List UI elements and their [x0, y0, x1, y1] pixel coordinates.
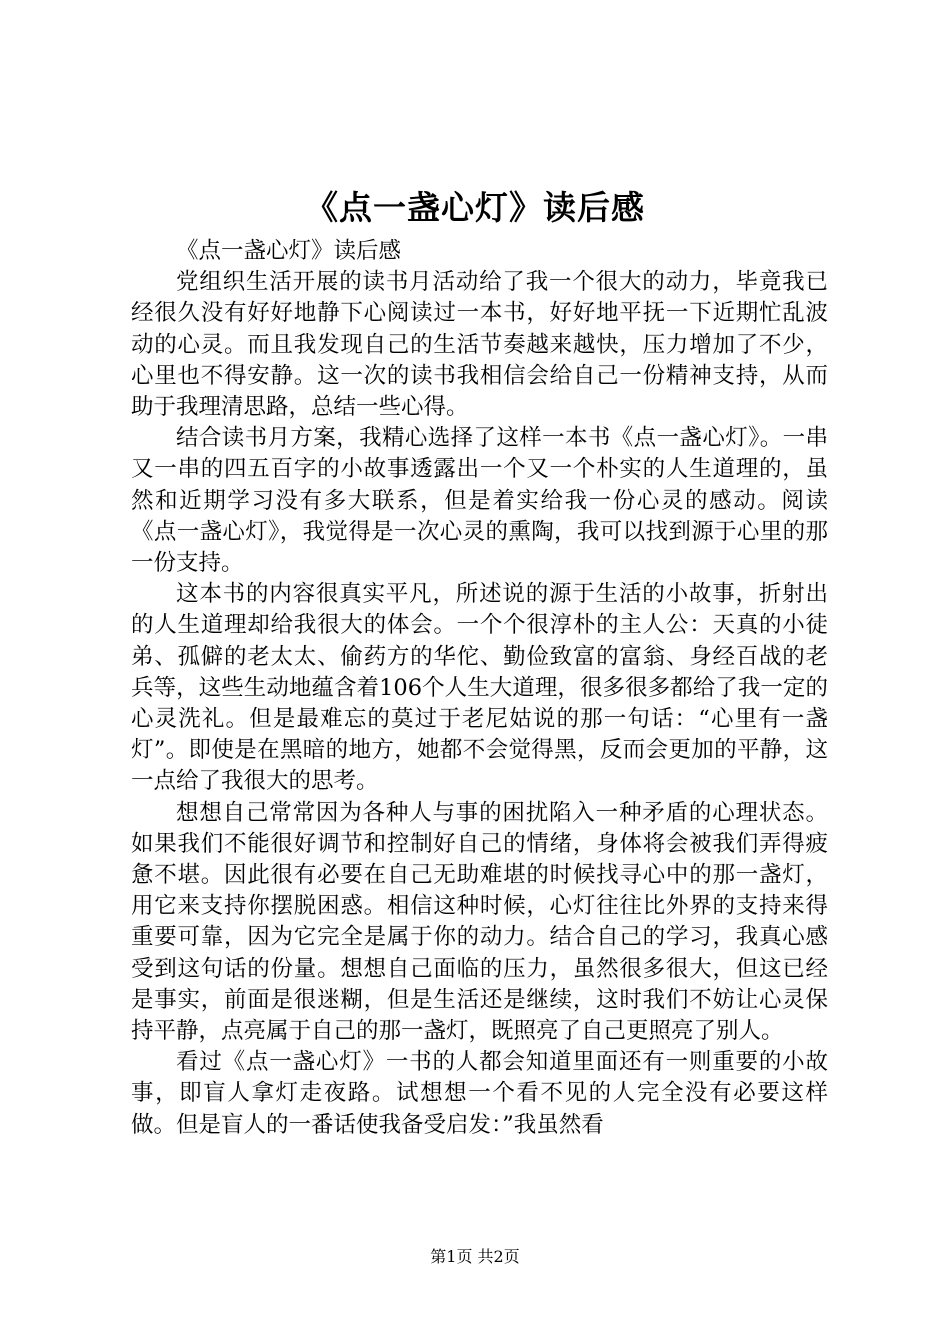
- paragraph: 党组织生活开展的读书月活动给了我一个很大的动力，毕竟我已经很久没有好好地静下心阅读过一本书，好好地平抚一下近期忙乱波动的心灵。而且我发现自己的生活节奏越来越快，压力增加了不少，心里也不得安静。这一次的读书我相信会给自己一份精神支持，从而助于我理清思路，总结一些心得。: [131, 269, 828, 421]
- paragraph: 想想自己常常因为各种人与事的困扰陷入一种矛盾的心理状态。如果我们不能很好调节和控制好自己的情绪，身体将会被我们弄得疲惫不堪。因此很有必要在自己无助难堪的时候找寻心中的那一盏灯，用它来支持你摆脱困惑。相信这种时候，心灯往往比外界的支持来得重要可靠，因为它完全是属于你的动力。结合自己的学习，我真心感受到这句话的份量。想想自己面临的压力，虽然很多很大，但这已经是事实，前面是很迷糊，但是生活还是继续，这时我们不妨让心灵保持平静，点亮属于自己的那一盏灯，既照亮了自己更照亮了别人。: [131, 799, 828, 1045]
- document-title: 《点一盏心灯》读后感: [305, 188, 645, 227]
- document-body: [131, 236, 828, 1141]
- paragraph: 看过《点一盏心灯》一书的人都会知道里面还有一则重要的小故事，即盲人拿灯走夜路。试想想一个看不见的人完全没有必要这样做。但是盲人的一番话使我备受启发：”我虽然看: [131, 1049, 828, 1138]
- paragraph: 结合读书月方案，我精心选择了这样一本书《点一盏心灯》。一串又一串的四五百字的小故事透露出一个又一个朴实的人生道理的，虽然和近期学习没有多大联系，但是着实给我一份心灵的感动。阅读《点一盏心灯》，我觉得是一次心灵的熏陶，我可以找到源于心里的那一份支持。: [131, 425, 828, 577]
- paragraph: 这本书的内容很真实平凡，所述说的源于生活的小故事，折射出的人生道理却给我很大的体会。一个个很淳朴的主人公：天真的小徒弟、孤僻的老太太、偷药方的华佗、勤俭致富的富翁、身经百战的老兵等，这些生动地蕴含着106个人生大道理，很多很多都给了我一定的心灵洗礼。但是最难忘的莫过于老尼姑说的那一句话：“心里有一盏灯”。即使是在黑暗的地方，她都不会觉得黑，反而会更加的平静，这一点给了我很大的思考。: [131, 581, 828, 795]
- paragraph-subtitle: 《点一盏心灯》读后感: [176, 238, 402, 264]
- page-footer: [0, 1246, 950, 1268]
- page-indicator: 第1页 共2页: [430, 1247, 520, 1266]
